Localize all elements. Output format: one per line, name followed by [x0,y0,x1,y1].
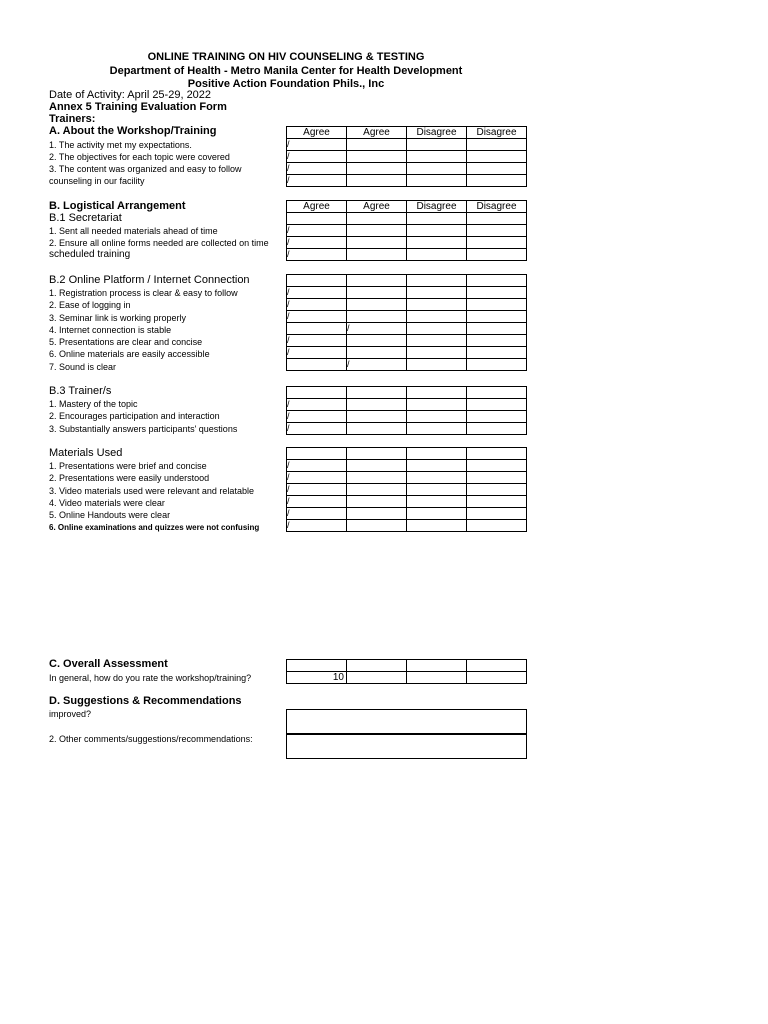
rating-cell[interactable] [287,359,347,371]
section-b2-title: B.2 Online Platform / Internet Connection [49,274,250,286]
rating-cell[interactable]: / [287,151,347,163]
list-item: 6. Online materials are easily accessible [49,349,210,359]
section-b2-rating-table: / / / / / / / [286,274,527,371]
suggestion-item-2: 2. Other comments/suggestions/recommendations: [49,734,253,744]
annex-title: Annex 5 Training Evaluation Form [49,101,227,113]
rating-cell[interactable]: / [287,520,347,532]
list-item: 1. Mastery of the topic [49,399,138,409]
list-item: 3. Seminar link is working properly [49,313,187,323]
list-item: 2. Presentations were easily understood [49,473,210,483]
section-b1-title: B.1 Secretariat [49,212,122,224]
trainers-label: Trainers: [49,113,96,125]
section-b3-title: B.3 Trainer/s [49,385,112,397]
column-header: Disagree [467,127,527,139]
section-b3-rating-table [286,386,527,435]
rating-cell[interactable]: / [287,460,347,472]
list-item: 7. Sound is clear [49,362,117,372]
list-item: 1. The activity met my expectations. [49,140,192,150]
list-item: 1. Registration process is clear & easy to follow [49,288,238,298]
activity-date: Date of Activity: April 25-29, 2022 [49,89,212,101]
rating-cell[interactable]: / [287,299,347,311]
list-item: 3. The content was organized and easy to follow [49,164,242,174]
foundation-name: Positive Action Foundation Phils., Inc [187,78,385,90]
section-a-title: A. About the Workshop/Training [49,125,217,137]
column-header: Agree [347,127,407,139]
column-header: Agree [287,127,347,139]
column-header: Disagree [407,127,467,139]
rating-cell[interactable]: / [287,399,347,411]
suggestion-input-1[interactable] [286,709,527,735]
list-item: 4. Internet connection is stable [49,325,172,335]
list-item: 3. Video materials used were relevant and relatable [49,486,254,496]
rating-cell[interactable]: / [287,287,347,299]
rating-cell[interactable]: / [287,347,347,359]
column-header: Disagree [407,201,467,213]
section-b1-rating-table [286,200,527,261]
list-item: counseling in our facility [49,176,145,186]
rating-cell[interactable]: / [287,335,347,347]
section-a-rating-table [286,126,527,187]
rating-cell[interactable]: / [287,225,347,237]
list-item: 2. Encourages participation and interaction [49,411,220,421]
list-item: scheduled training [49,249,131,260]
list-item: 4. Video materials were clear [49,498,165,508]
rating-cell[interactable] [287,323,347,335]
department-name: Department of Health - Metro Manila Center for Health Development [109,65,463,77]
list-item: 2. Ensure all online forms needed are collected on time [49,238,269,248]
section-c-rating-table [286,659,527,684]
section-c-title: C. Overall Assessment [49,658,168,670]
rating-cell[interactable]: / [287,249,347,261]
rating-cell[interactable]: / [287,423,347,435]
rating-cell[interactable]: / [287,508,347,520]
list-item: 5. Online Handouts were clear [49,510,171,520]
rating-cell[interactable]: / [287,237,347,249]
section-b-title: B. Logistical Arrangement [49,200,186,212]
list-item: 2. The objectives for each topic were covered [49,152,230,162]
list-item: 2. Ease of logging in [49,300,131,310]
column-header: Disagree [467,201,527,213]
column-header: Agree [287,201,347,213]
rating-cell[interactable]: / [287,175,347,187]
rating-cell[interactable]: / [287,472,347,484]
materials-title: Materials Used [49,447,123,459]
suggestion-input-2[interactable] [286,733,527,759]
rating-cell[interactable]: / [287,496,347,508]
suggestion-item-1: improved? [49,709,92,719]
overall-question: In general, how do you rate the workshop/training? [49,673,252,683]
rating-cell[interactable]: / [287,411,347,423]
overall-rating-value[interactable]: 10 [287,672,347,684]
rating-cell[interactable]: / [287,484,347,496]
rating-cell[interactable]: / [287,139,347,151]
list-item: 6. Online examinations and quizzes were not confusing [49,523,260,532]
list-item: 1. Sent all needed materials ahead of time [49,226,218,236]
form-title: ONLINE TRAINING ON HIV COUNSELING & TESTING [147,51,425,63]
materials-rating-table [286,447,527,532]
section-d-title: D. Suggestions & Recommendations [49,695,242,707]
list-item: 1. Presentations were brief and concise [49,461,207,471]
list-item: 3. Substantially answers participants' questions [49,424,238,434]
rating-cell[interactable]: / [287,163,347,175]
rating-cell[interactable]: / [287,311,347,323]
list-item: 5. Presentations are clear and concise [49,337,203,347]
column-header: Agree [347,201,407,213]
